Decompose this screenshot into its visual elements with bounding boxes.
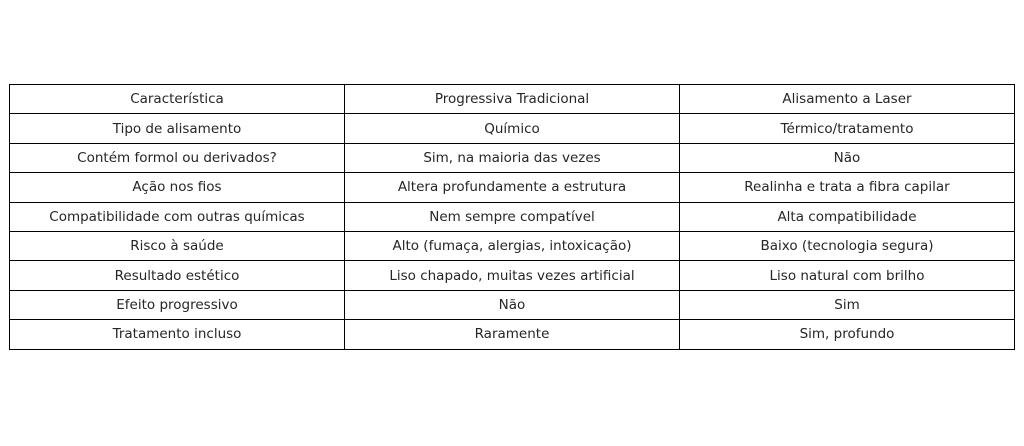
table-cell: Liso natural com brilho (680, 261, 1015, 290)
table-row (10, 114, 1015, 143)
table-cell: Contém formol ou derivados? (10, 143, 345, 172)
table-row (10, 202, 1015, 231)
table-cell: Realinha e trata a fibra capilar (680, 173, 1015, 202)
table-header-row (10, 85, 1015, 114)
table-cell: Nem sempre compatível (345, 202, 680, 231)
comparison-table (9, 84, 1015, 350)
table-cell: Alta compatibilidade (680, 202, 1015, 231)
table-cell: Alto (fumaça, alergias, intoxicação) (345, 231, 680, 260)
table-cell: Térmico/tratamento (680, 114, 1015, 143)
table-cell: Raramente (345, 320, 680, 349)
table-cell: Não (345, 290, 680, 319)
table-cell: Sim, na maioria das vezes (345, 143, 680, 172)
table-cell: Químico (345, 114, 680, 143)
table-cell: Ação nos fios (10, 173, 345, 202)
table-cell: Baixo (tecnologia segura) (680, 231, 1015, 260)
table-cell: Risco à saúde (10, 231, 345, 260)
table-cell: Resultado estético (10, 261, 345, 290)
table-cell: Não (680, 143, 1015, 172)
table-row (10, 290, 1015, 319)
table-row (10, 173, 1015, 202)
table-row (10, 320, 1015, 349)
header-cell-characteristic: Característica (10, 85, 345, 114)
table-row (10, 261, 1015, 290)
table-cell: Tratamento incluso (10, 320, 345, 349)
table-row (10, 143, 1015, 172)
table-cell: Altera profundamente a estrutura (345, 173, 680, 202)
table-cell: Efeito progressivo (10, 290, 345, 319)
table-cell: Compatibilidade com outras químicas (10, 202, 345, 231)
table-cell: Liso chapado, muitas vezes artificial (345, 261, 680, 290)
table-cell: Tipo de alisamento (10, 114, 345, 143)
table-row (10, 231, 1015, 260)
header-cell-traditional-progressive: Progressiva Tradicional (345, 85, 680, 114)
table-cell: Sim, profundo (680, 320, 1015, 349)
table-cell: Sim (680, 290, 1015, 319)
header-cell-laser-straightening: Alisamento a Laser (680, 85, 1015, 114)
